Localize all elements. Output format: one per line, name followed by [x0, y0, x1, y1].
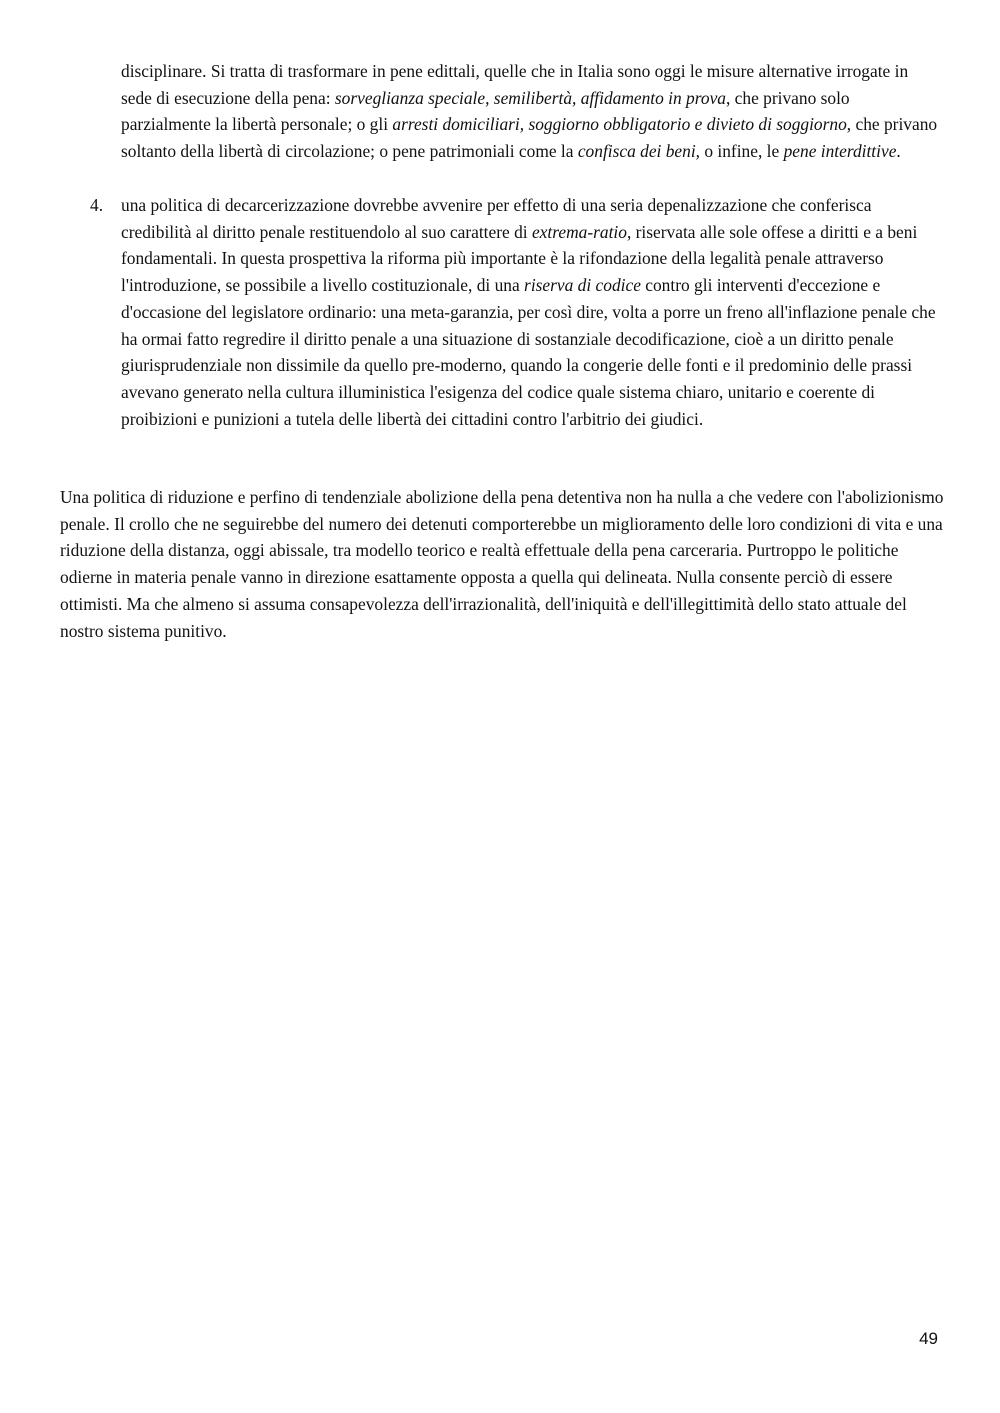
text-run: una politica di decarcerizzazione dovrebbe avvenire per effetto di una seria depenalizzazione che conferisca credibilità al diritto penale restituendolo al suo carattere di [121, 195, 872, 242]
italic-run: confisca dei beni, [577, 141, 701, 162]
text-run: o infine, le [700, 141, 784, 162]
page-number: 49 [919, 1329, 938, 1348]
list-item-number: 4. [90, 195, 104, 215]
text-run: , che privano solo parzialmente la libertà personale; o gli [121, 87, 850, 135]
italic-run: arresti domiciliari, soggiorno obbligatorio e divieto di soggiorno [392, 114, 847, 135]
italic-run: extrema-ratio [531, 221, 627, 242]
text-run: . [896, 141, 901, 162]
italic-run: riserva di codice [524, 275, 641, 296]
text-run: contro gli interventi d'eccezione e d'occasione del legislatore ordinario: una meta-garanzia, per così dire, volta a porre un freno all'inflazione penale che ha ormai fatto regredire il diritto penale a una situazione di sostanziale decodificazione, cioè a un diritto penale giurisprudenziale non dissimile da quello pre-moderno, quando la congerie delle fonti e il predominio delle prassi avevano generato nella cultura illuministica l'esigenza del codice quale sistema chiaro, unitario e coerente di proibizioni e punizioni a tutela delle libertà dei cittadini contro l'arbitrio dei giudici. [121, 275, 936, 429]
italic-run: sorveglianza speciale, semilibertà, affidamento in prova [334, 87, 726, 108]
text-run: , che privano soltanto della libertà di circolazione; o pene patrimoniali come la [121, 114, 938, 162]
text-run: disciplinare. Si tratta di trasformare in pene edittali, quelle che in Italia sono oggi le misure alternative irrogate in sede di esecuzione della pena: [121, 61, 909, 108]
list-item-4 [121, 192, 941, 432]
text-run: , riservata alle sole offese a diritti e a beni fondamentali. In questa prospettiva la riforma più importante è la rifondazione della legalità penale attraverso l'introduzione, se possibile a livello costituzionale, di una [121, 221, 918, 296]
conclusion-paragraph: Una politica di riduzione e perfino di tendenziale abolizione della pena detentiva non ha nulla a che vedere con l'abolizionismo penale. Il crollo che ne seguirebbe del numero dei detenuti comporterebbe un miglioramento delle loro condizioni di vita e una riduzione della distanza, oggi abissale, tra modello teorico e realtà effettuale della pena carceraria. Purtroppo le politiche odierne in materia penale vanno in direzione esattamente opposta a quella qui delineata. Nulla consente perciò di essere ottimisti. Ma che almeno si assuma consapevolezza dell'irrazionalità, dell'iniquità e dell'illegittimità dello stato attuale del nostro sistema punitivo. [60, 487, 944, 641]
list-item-3-continuation [121, 58, 941, 165]
italic-run: pene interdittive [783, 141, 897, 162]
